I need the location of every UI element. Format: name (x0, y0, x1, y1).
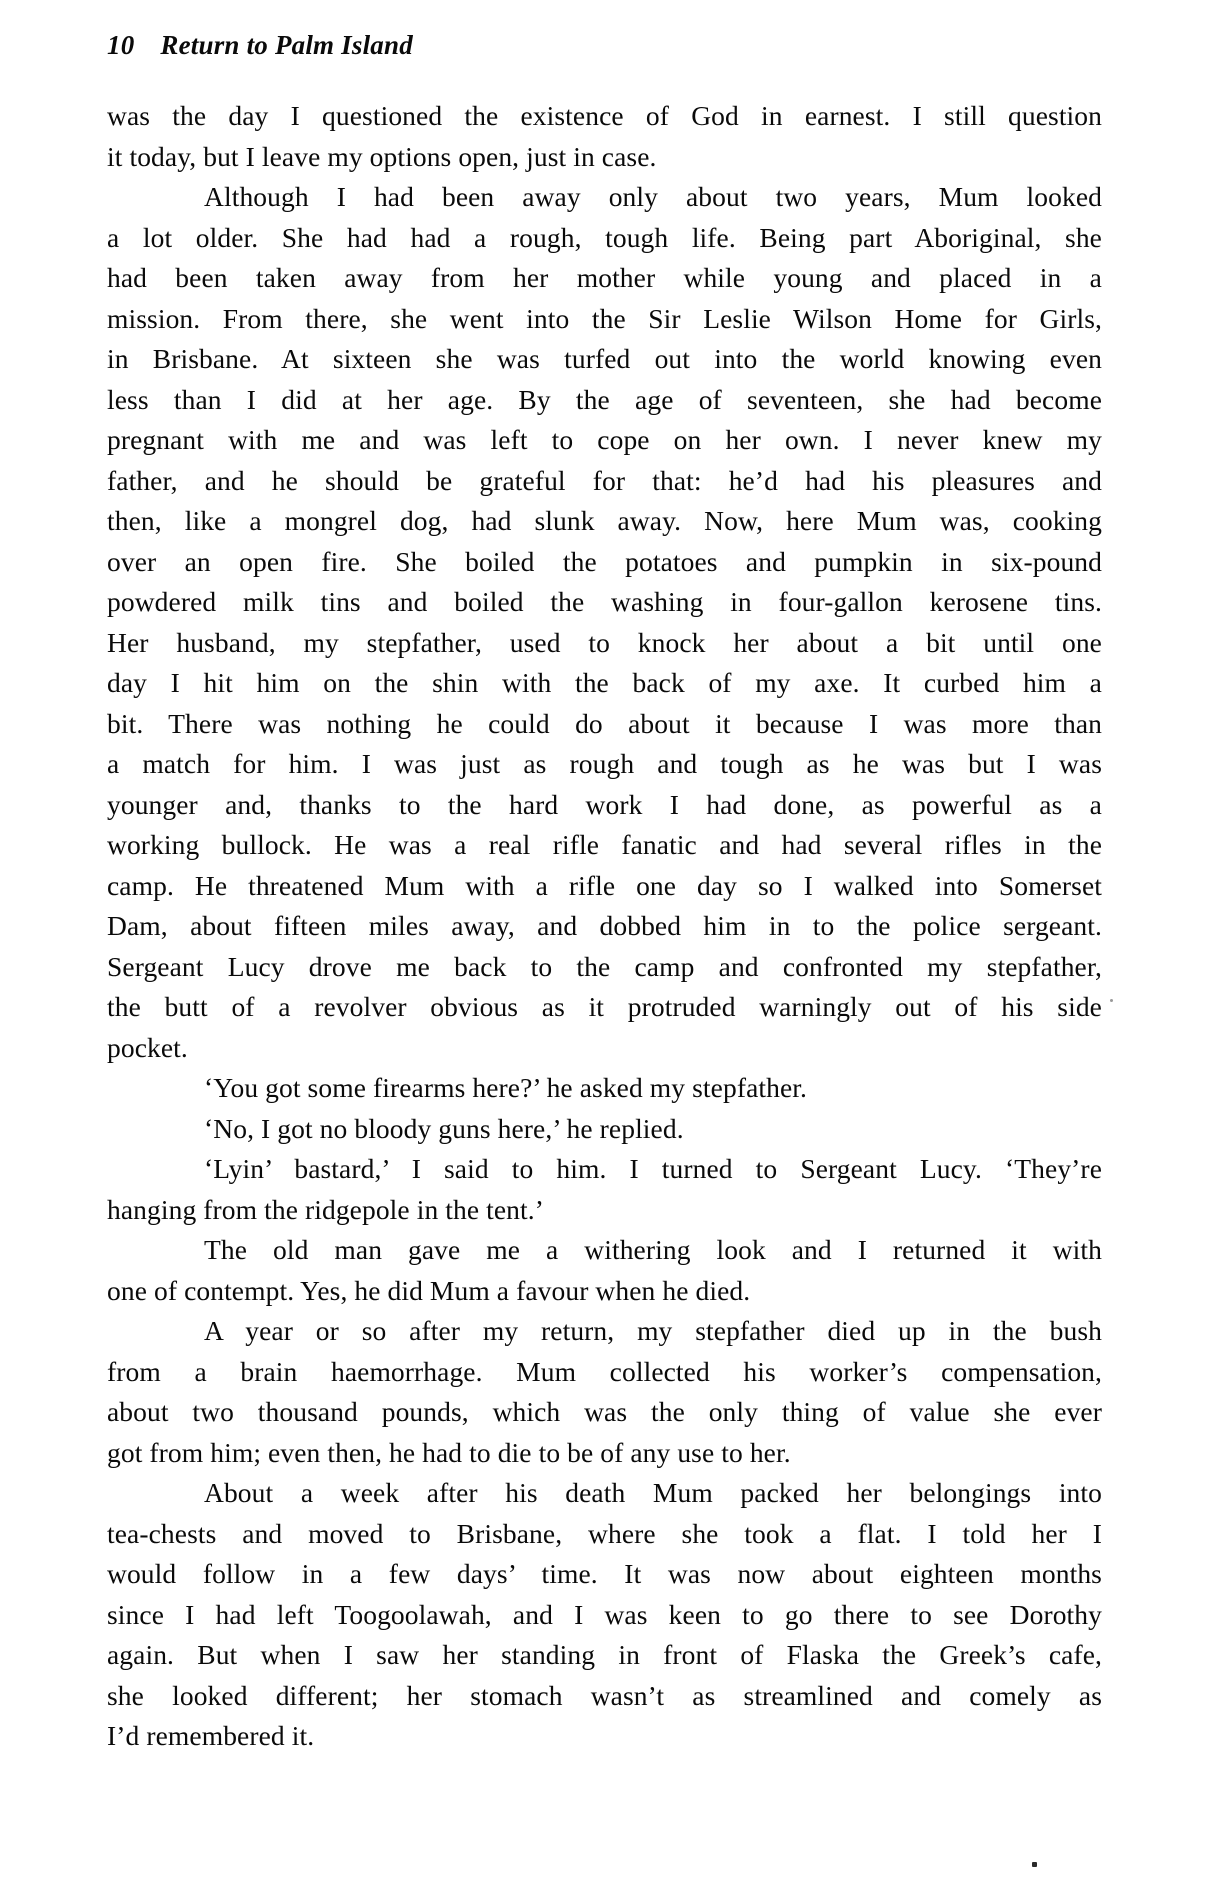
text-line: a lot older. She had had a rough, tough life. Being part Aboriginal, she (107, 221, 1102, 253)
paragraph (107, 1230, 1102, 1311)
scan-speck (1032, 1862, 1037, 1867)
text-line: since I had left Toogoolawah, and I was keen to go there to see Dorothy (107, 1598, 1102, 1630)
text-line: got from him; even then, he had to die to be of any use to her. (107, 1436, 791, 1468)
text-line: A year or so after my return, my stepfather died up in the bush (204, 1315, 1102, 1346)
running-header (107, 30, 413, 61)
text-line: from a brain haemorrhage. Mum collected his worker’s compensation, (107, 1355, 1102, 1387)
text-line: ‘Lyin’ bastard,’ I said to him. I turned to Sergeant Lucy. ‘They’re (204, 1153, 1102, 1184)
text-line: The old man gave me a withering look and I returned it with (204, 1234, 1102, 1265)
paragraph (107, 1109, 1102, 1150)
text-line: pocket. (107, 1031, 188, 1063)
text-line: Dam, about fifteen miles away, and dobbed him in to the police sergeant. (107, 910, 1102, 941)
text-line: About a week after his death Mum packed her belongings into (204, 1477, 1102, 1508)
text-line: it today, but I leave my options open, just in case. (107, 140, 657, 172)
page-number: 10 (107, 30, 135, 60)
page-body (107, 96, 1102, 1757)
text-line: I’d remembered it. (107, 1720, 315, 1751)
text-line: powdered milk tins and boiled the washing in four-gallon kerosene tins. (107, 586, 1102, 617)
text-line: tea-chests and moved to Brisbane, where she took a flat. I told her I (107, 1517, 1102, 1549)
text-line: was the day I questioned the existence of God in earnest. I still question (107, 100, 1102, 131)
paragraph (107, 1068, 1102, 1109)
scan-speck (1110, 999, 1113, 1002)
text-line: ‘You got some firearms here?’ he asked my stepfather. (204, 1072, 807, 1103)
text-line: in Brisbane. At sixteen she was turfed out into the world knowing even (107, 343, 1102, 374)
paragraph (107, 96, 1102, 177)
text-line: less than I did at her age. By the age of seventeen, she had become (107, 383, 1102, 415)
text-line: had been taken away from her mother while young and placed in a (107, 262, 1102, 293)
text-line: one of contempt. Yes, he did Mum a favour when he died. (107, 1274, 751, 1306)
paragraph (107, 1311, 1102, 1473)
text-line: would follow in a few days’ time. It was now about eighteen months (107, 1558, 1102, 1589)
paragraph (107, 1473, 1102, 1757)
text-line: a match for him. I was just as rough and tough as he was but I was (107, 748, 1102, 779)
text-line: then, like a mongrel dog, had slunk away. Now, here Mum was, cooking (107, 505, 1102, 536)
text-line: the butt of a revolver obvious as it protruded warningly out of his side (107, 991, 1102, 1022)
paragraph (107, 1149, 1102, 1230)
text-line: camp. He threatened Mum with a rifle one day so I walked into Somerset (107, 869, 1102, 901)
text-line: over an open fire. She boiled the potatoes and pumpkin in six-pound (107, 545, 1102, 577)
text-line: ‘No, I got no bloody guns here,’ he replied. (204, 1112, 684, 1144)
text-line: Her husband, my stepfather, used to knock her about a bit until one (107, 626, 1102, 658)
text-line: again. But when I saw her standing in front of Flaska the Greek’s cafe, (107, 1639, 1102, 1670)
text-line: pregnant with me and was left to cope on her own. I never knew my (107, 424, 1102, 455)
text-line: Sergeant Lucy drove me back to the camp and confronted my stepfather, (107, 950, 1102, 982)
text-line: about two thousand pounds, which was the only thing of value she ever (107, 1396, 1102, 1427)
book-title: Return to Palm Island (160, 30, 413, 60)
text-line: younger and, thanks to the hard work I had done, as powerful as a (107, 788, 1102, 820)
text-line: working bullock. He was a real rifle fanatic and had several rifles in the (107, 829, 1102, 860)
text-line: she looked different; her stomach wasn’t as streamlined and comely as (107, 1679, 1102, 1711)
text-line: hanging from the ridgepole in the tent.’ (107, 1193, 545, 1225)
text-line: bit. There was nothing he could do about it because I was more than (107, 707, 1102, 739)
paragraph (107, 177, 1102, 1068)
text-line: day I hit him on the shin with the back of my axe. It curbed him a (107, 667, 1102, 698)
text-line: father, and he should be grateful for that: he’d had his pleasures and (107, 464, 1102, 496)
text-line: Although I had been away only about two years, Mum looked (204, 181, 1102, 212)
text-line: mission. From there, she went into the Sir Leslie Wilson Home for Girls, (107, 302, 1102, 334)
